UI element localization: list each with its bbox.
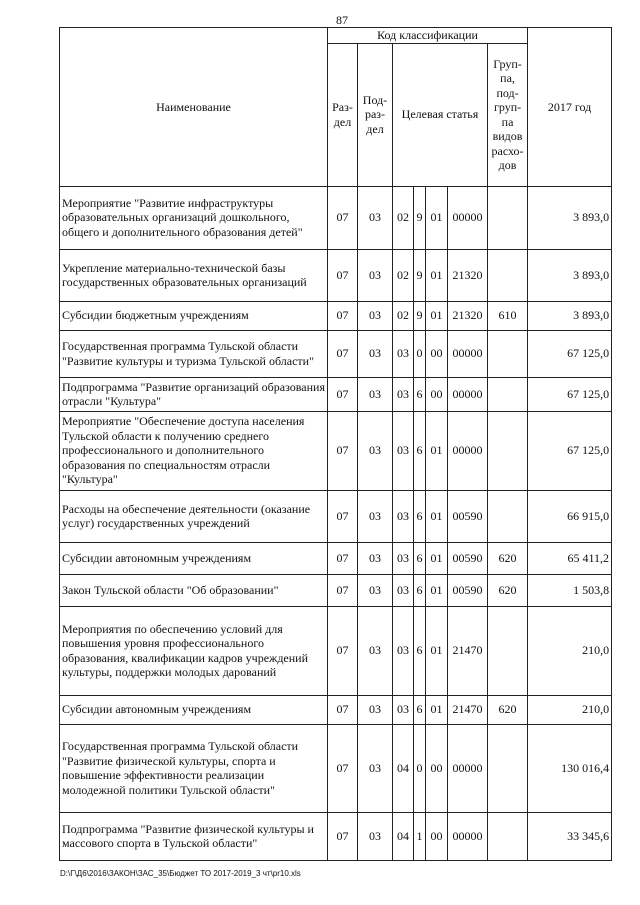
row-expense-group xyxy=(488,606,528,695)
header-target: Целевая статья xyxy=(393,43,488,186)
row-target-direction: 00590 xyxy=(448,574,488,606)
row-razdel: 07 xyxy=(328,301,358,330)
row-name: Мероприятие "Обеспечение доступа населения Тульской области к получению среднего профессионального и дополнительного образования по специальностям отрасли "Культура" xyxy=(60,411,328,490)
table-row xyxy=(60,490,612,542)
row-name: Государственная программа Тульской области "Развитие физической культуры, спорта и повышение эффективности реализации молодежной политики Тульской области" xyxy=(60,724,328,812)
table-row xyxy=(60,724,612,812)
row-amount: 67 125,0 xyxy=(528,411,612,490)
row-target-subprogram: 6 xyxy=(414,490,426,542)
row-target-program: 04 xyxy=(393,724,414,812)
row-target-program: 02 xyxy=(393,186,414,249)
row-name: Подпрограмма "Развитие физической культуры и массового спорта в Тульской области" xyxy=(60,812,328,860)
row-target-direction: 00000 xyxy=(448,330,488,377)
row-amount: 1 503,8 xyxy=(528,574,612,606)
table-row xyxy=(60,249,612,301)
budget-table xyxy=(59,27,612,861)
row-target-direction: 21470 xyxy=(448,606,488,695)
table-row xyxy=(60,411,612,490)
row-target-event: 00 xyxy=(426,330,448,377)
row-target-event: 01 xyxy=(426,490,448,542)
row-target-direction: 00000 xyxy=(448,186,488,249)
row-target-program: 03 xyxy=(393,606,414,695)
row-target-direction: 00000 xyxy=(448,812,488,860)
table-row xyxy=(60,186,612,249)
table-row xyxy=(60,695,612,724)
row-target-direction: 21320 xyxy=(448,301,488,330)
header-group: Груп- па, под- груп- па видов расхо- дов xyxy=(488,43,528,186)
row-podrazdel: 03 xyxy=(358,249,393,301)
row-target-subprogram: 0 xyxy=(414,724,426,812)
row-amount: 130 016,4 xyxy=(528,724,612,812)
row-razdel: 07 xyxy=(328,186,358,249)
row-target-event: 01 xyxy=(426,606,448,695)
row-amount: 67 125,0 xyxy=(528,377,612,411)
row-target-program: 03 xyxy=(393,377,414,411)
row-razdel: 07 xyxy=(328,695,358,724)
row-razdel: 07 xyxy=(328,724,358,812)
row-expense-group: 620 xyxy=(488,695,528,724)
row-podrazdel: 03 xyxy=(358,377,393,411)
row-expense-group xyxy=(488,411,528,490)
row-podrazdel: 03 xyxy=(358,301,393,330)
row-name: Закон Тульской области "Об образовании" xyxy=(60,574,328,606)
header-razdel: Раз- дел xyxy=(328,43,358,186)
header-year: 2017 год xyxy=(528,28,612,187)
row-target-program: 03 xyxy=(393,574,414,606)
row-name: Мероприятия по обеспечению условий для повышения уровня профессионального образования, квалификации кадров учреждений культуры, поддержки молодых дарований xyxy=(60,606,328,695)
table-row xyxy=(60,812,612,860)
row-name: Субсидии автономным учреждениям xyxy=(60,695,328,724)
row-target-direction: 00590 xyxy=(448,542,488,574)
table-row xyxy=(60,377,612,411)
row-amount: 210,0 xyxy=(528,695,612,724)
row-target-event: 00 xyxy=(426,377,448,411)
row-razdel: 07 xyxy=(328,411,358,490)
row-name: Субсидии бюджетным учреждениям xyxy=(60,301,328,330)
row-podrazdel: 03 xyxy=(358,695,393,724)
row-amount: 33 345,6 xyxy=(528,812,612,860)
row-podrazdel: 03 xyxy=(358,490,393,542)
row-target-program: 03 xyxy=(393,542,414,574)
row-target-event: 01 xyxy=(426,574,448,606)
row-target-event: 01 xyxy=(426,542,448,574)
table-row xyxy=(60,330,612,377)
row-expense-group: 620 xyxy=(488,574,528,606)
header-code-group: Код классификации xyxy=(328,28,528,44)
row-target-subprogram: 9 xyxy=(414,301,426,330)
row-target-direction: 00590 xyxy=(448,490,488,542)
row-target-program: 04 xyxy=(393,812,414,860)
row-razdel: 07 xyxy=(328,490,358,542)
row-expense-group xyxy=(488,724,528,812)
row-podrazdel: 03 xyxy=(358,542,393,574)
row-razdel: 07 xyxy=(328,574,358,606)
row-expense-group xyxy=(488,812,528,860)
row-podrazdel: 03 xyxy=(358,606,393,695)
table-row xyxy=(60,301,612,330)
row-expense-group: 620 xyxy=(488,542,528,574)
row-amount: 3 893,0 xyxy=(528,186,612,249)
row-amount: 65 411,2 xyxy=(528,542,612,574)
row-amount: 3 893,0 xyxy=(528,249,612,301)
row-razdel: 07 xyxy=(328,812,358,860)
row-target-subprogram: 0 xyxy=(414,330,426,377)
row-amount: 67 125,0 xyxy=(528,330,612,377)
row-target-program: 03 xyxy=(393,695,414,724)
row-podrazdel: 03 xyxy=(358,411,393,490)
row-target-program: 03 xyxy=(393,330,414,377)
row-name: Укрепление материально-технической базы государственных образовательных организаций xyxy=(60,249,328,301)
row-amount: 3 893,0 xyxy=(528,301,612,330)
row-name: Мероприятие "Развитие инфраструктуры образовательных организаций дошкольного, общего и дополнительного образования детей" xyxy=(60,186,328,249)
row-target-subprogram: 9 xyxy=(414,249,426,301)
row-target-program: 03 xyxy=(393,490,414,542)
row-target-event: 00 xyxy=(426,724,448,812)
row-target-subprogram: 9 xyxy=(414,186,426,249)
row-podrazdel: 03 xyxy=(358,186,393,249)
row-name: Подпрограмма "Развитие организаций образования отрасли "Культура" xyxy=(60,377,328,411)
row-name: Государственная программа Тульской области "Развитие культуры и туризма Тульской области" xyxy=(60,330,328,377)
row-razdel: 07 xyxy=(328,330,358,377)
row-target-program: 02 xyxy=(393,301,414,330)
row-razdel: 07 xyxy=(328,249,358,301)
row-target-event: 01 xyxy=(426,301,448,330)
row-name: Расходы на обеспечение деятельности (оказание услуг) государственных учреждений xyxy=(60,490,328,542)
table-row xyxy=(60,606,612,695)
row-target-subprogram: 1 xyxy=(414,812,426,860)
row-podrazdel: 03 xyxy=(358,574,393,606)
row-razdel: 07 xyxy=(328,542,358,574)
row-target-direction: 21470 xyxy=(448,695,488,724)
row-target-subprogram: 6 xyxy=(414,695,426,724)
row-target-subprogram: 6 xyxy=(414,574,426,606)
header-name: Наименование xyxy=(60,28,328,187)
row-target-subprogram: 6 xyxy=(414,542,426,574)
row-target-event: 00 xyxy=(426,812,448,860)
page-number: 87 xyxy=(336,13,348,27)
row-razdel: 07 xyxy=(328,606,358,695)
row-target-subprogram: 6 xyxy=(414,411,426,490)
row-podrazdel: 03 xyxy=(358,812,393,860)
row-target-direction: 21320 xyxy=(448,249,488,301)
row-target-event: 01 xyxy=(426,695,448,724)
row-target-event: 01 xyxy=(426,411,448,490)
row-target-direction: 00000 xyxy=(448,724,488,812)
row-target-program: 02 xyxy=(393,249,414,301)
row-expense-group xyxy=(488,377,528,411)
row-target-program: 03 xyxy=(393,411,414,490)
row-expense-group xyxy=(488,249,528,301)
row-expense-group xyxy=(488,186,528,249)
row-razdel: 07 xyxy=(328,377,358,411)
file-path-footer: D:\Г\Д6\2016\ЗАКОН\ЗАС_35\Бюджет ТО 2017-2019_3 чт\pr10.xls xyxy=(60,869,301,878)
row-expense-group xyxy=(488,490,528,542)
row-target-subprogram: 6 xyxy=(414,606,426,695)
row-name: Субсидии автономным учреждениям xyxy=(60,542,328,574)
row-target-event: 01 xyxy=(426,186,448,249)
row-amount: 210,0 xyxy=(528,606,612,695)
row-target-event: 01 xyxy=(426,249,448,301)
table-row xyxy=(60,574,612,606)
row-expense-group: 610 xyxy=(488,301,528,330)
table-row xyxy=(60,542,612,574)
row-target-direction: 00000 xyxy=(448,411,488,490)
header-podrazdel: Под- раз- дел xyxy=(358,43,393,186)
row-podrazdel: 03 xyxy=(358,330,393,377)
row-podrazdel: 03 xyxy=(358,724,393,812)
row-expense-group xyxy=(488,330,528,377)
row-amount: 66 915,0 xyxy=(528,490,612,542)
row-target-direction: 00000 xyxy=(448,377,488,411)
row-target-subprogram: 6 xyxy=(414,377,426,411)
